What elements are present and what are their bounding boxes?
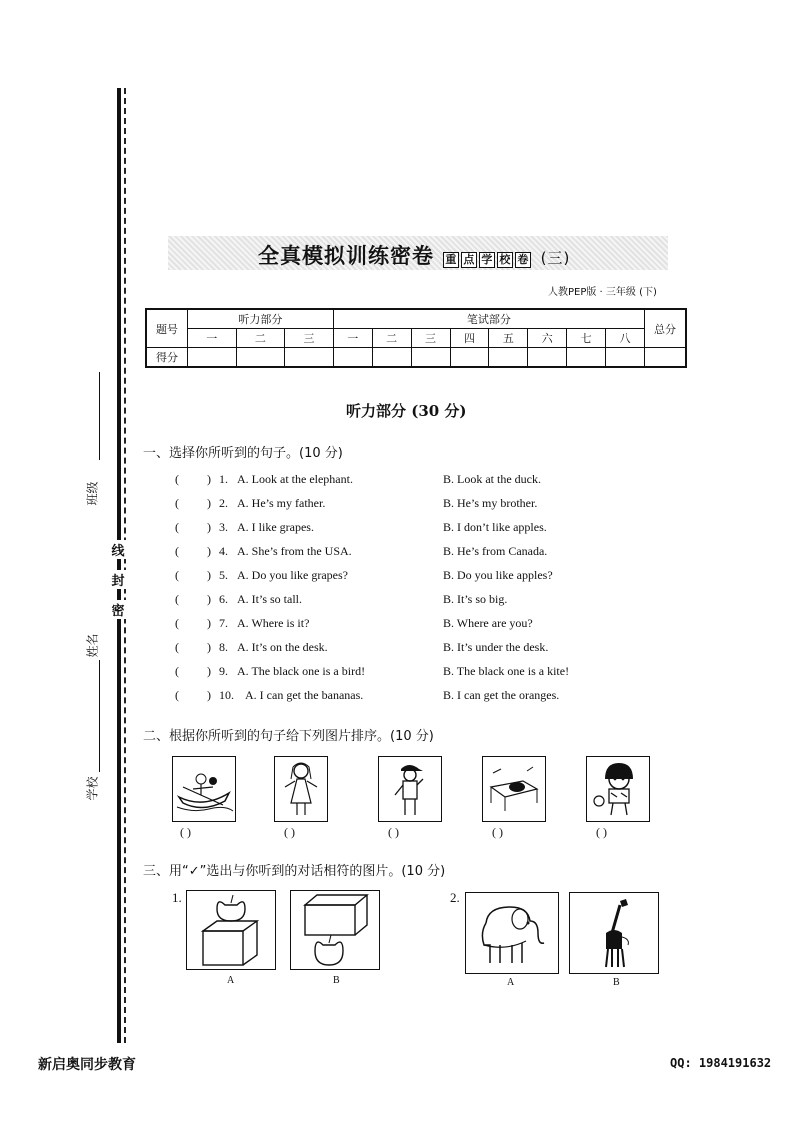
girl-standing-icon <box>275 757 327 821</box>
q2-picture-1 <box>172 756 236 822</box>
q1-option-b: B. It’s under the desk. <box>443 640 549 654</box>
q3-label-1b: B <box>333 975 340 986</box>
q1-option-a: A. It’s so tall. <box>237 592 302 606</box>
score-cell[interactable] <box>236 348 285 368</box>
q1-option-a: A. Look at the elephant. <box>237 472 353 486</box>
row-label-question: 题号 <box>146 309 188 348</box>
class-field-line[interactable] <box>99 372 100 460</box>
q1-option-b: B. It’s so big. <box>443 592 508 606</box>
q1-option-b: B. Where are you? <box>443 616 533 630</box>
q3-picture-1a[interactable] <box>186 890 276 970</box>
q1-item: ( ) 8. A. It’s on the desk. B. It’s under the desk. <box>175 640 549 654</box>
writing-col: 四 <box>450 329 489 348</box>
q1-option-a: A. Where is it? <box>237 616 310 630</box>
score-cell[interactable] <box>567 348 606 368</box>
giraffe-icon <box>570 893 658 973</box>
q3-picture-2a[interactable] <box>465 892 559 974</box>
seal-char-mi: 密 <box>107 600 129 619</box>
edition-label: 人教PEP版 · 三年级 (下) <box>548 287 657 298</box>
row-label-score: 得分 <box>146 348 188 368</box>
school-field-label: 学校 <box>85 776 100 801</box>
title-tag: 学 <box>481 253 494 266</box>
q1-item: ( ) 6. A. It’s so tall. B. It’s so big. <box>175 592 508 606</box>
total-header: 总分 <box>645 309 687 348</box>
writing-col: 八 <box>606 329 645 348</box>
q1-option-b: B. I can get the oranges. <box>443 688 560 702</box>
q1-item: ( ) 7. A. Where is it? B. Where are you? <box>175 616 533 630</box>
answer-blank[interactable]: ( ) <box>388 825 399 839</box>
q1-option-a: A. Do you like grapes? <box>237 568 348 582</box>
q1-item: ( ) 9. A. The black one is a bird! B. The black one is a kite! <box>175 664 570 678</box>
score-table <box>145 308 687 368</box>
girl-ball-icon <box>587 757 649 821</box>
q1-option-a: A. She’s from the USA. <box>237 544 352 558</box>
score-cell[interactable] <box>528 348 567 368</box>
writing-group-header: 笔试部分 <box>333 309 644 329</box>
q1-option-b: B. He’s from Canada. <box>443 544 548 558</box>
q2-heading: 二、根据你所听到的句子给下列图片排序。(10 分) <box>143 729 434 744</box>
q1-item-number: 8. <box>219 640 228 654</box>
q1-option-a: A. It’s on the desk. <box>237 640 328 654</box>
q3-heading: 三、用“✓”选出与你听到的对话相符的图片。(10 分) <box>143 864 446 879</box>
answer-blank[interactable]: ( ) <box>180 825 191 839</box>
q1-item-number: 1. <box>219 472 228 486</box>
q1-item-number: 9. <box>219 664 228 678</box>
q1-option-b: B. Look at the duck. <box>443 472 541 486</box>
boy-cap-icon <box>379 757 441 821</box>
elephant-icon <box>466 893 558 973</box>
q1-item-number: 6. <box>219 592 228 606</box>
q1-option-b: B. Do you like apples? <box>443 568 553 582</box>
score-cell[interactable] <box>450 348 489 368</box>
apple-on-box-icon <box>187 891 275 969</box>
score-cell[interactable] <box>188 348 237 368</box>
writing-col: 六 <box>528 329 567 348</box>
title-text: 全真模拟训练密卷 <box>258 244 434 268</box>
answer-blank[interactable]: ( ) <box>492 825 503 839</box>
answer-blank[interactable]: ( ) <box>284 825 295 839</box>
q1-option-a: A. I can get the bananas. <box>245 688 364 702</box>
writing-col: 二 <box>372 329 411 348</box>
class-field-label: 班级 <box>85 481 100 506</box>
listening-group-header: 听力部分 <box>188 309 334 329</box>
binding-dash-line <box>124 88 126 1043</box>
q1-option-a: A. He’s my father. <box>237 496 326 510</box>
q3-label-2b: B <box>613 977 620 988</box>
seal-char-xian: 线 <box>107 540 129 559</box>
listening-col: 三 <box>285 329 334 348</box>
title-suffix: (三) <box>540 249 571 267</box>
q3-picture-1b[interactable] <box>290 890 380 970</box>
q3-label-1a: A <box>227 975 235 986</box>
q3-label-2a: A <box>507 977 515 988</box>
binding-line <box>117 88 121 1043</box>
score-cell[interactable] <box>333 348 372 368</box>
seal-char-feng: 封 <box>107 570 129 589</box>
q1-item-number: 5. <box>219 568 228 582</box>
score-cell[interactable] <box>606 348 645 368</box>
q1-item-number: 4. <box>219 544 228 558</box>
cat-bed-icon <box>483 757 545 821</box>
writing-col: 七 <box>567 329 606 348</box>
writing-col: 一 <box>333 329 372 348</box>
name-field-label: 姓名 <box>85 633 100 658</box>
title-tag: 重 <box>445 253 458 266</box>
total-score-cell[interactable] <box>645 348 687 368</box>
q1-option-b: B. The black one is a kite! <box>443 664 570 678</box>
score-cell[interactable] <box>489 348 528 368</box>
boat-rowing-icon <box>173 757 235 821</box>
q1-item-number: 3. <box>219 520 228 534</box>
page-title <box>258 240 570 270</box>
q1-heading: 一、选择你所听到的句子。(10 分) <box>143 446 343 461</box>
q2-picture-3 <box>378 756 442 822</box>
q1-item: ( ) 1. A. Look at the elephant. B. Look at the duck. <box>175 472 541 486</box>
q3-group-1-number: 1. <box>172 890 182 905</box>
q1-option-b: B. I don’t like apples. <box>443 520 547 534</box>
score-cell[interactable] <box>411 348 450 368</box>
title-tag: 校 <box>499 253 512 266</box>
q1-item: ( ) 2. A. He’s my father. B. He’s my brother. <box>175 496 538 510</box>
footer-qq: QQ: 1984191632 <box>670 1056 772 1070</box>
q1-item: ( ) 5. A. Do you like grapes? B. Do you like apples? <box>175 568 553 582</box>
school-field-line[interactable] <box>99 732 100 772</box>
writing-col: 三 <box>411 329 450 348</box>
score-cell[interactable] <box>372 348 411 368</box>
q1-option-a: A. The black one is a bird! <box>237 664 366 678</box>
q1-item: ( ) 10. A. I can get the bananas. B. I can get the oranges. <box>175 688 560 702</box>
footer-brand: 新启奥同步教育 <box>38 1057 136 1073</box>
q2-picture-5 <box>586 756 650 822</box>
q1-item-number: 7. <box>219 616 228 630</box>
q1-option-a: A. I like grapes. <box>237 520 314 534</box>
score-cell[interactable] <box>285 348 334 368</box>
q1-option-b: B. He’s my brother. <box>443 496 538 510</box>
section-title: 听力部分 (30 分) <box>346 402 467 420</box>
q2-picture-4 <box>482 756 546 822</box>
answer-blank[interactable]: ( ) <box>596 825 607 839</box>
listening-col: 二 <box>236 329 285 348</box>
q1-item-number: 2. <box>219 496 228 510</box>
q3-picture-2b[interactable] <box>569 892 659 974</box>
q1-item: ( ) 4. A. She’s from the USA. B. He’s from Canada. <box>175 544 548 558</box>
q1-item: ( ) 3. A. I like grapes. B. I don’t like apples. <box>175 520 547 534</box>
q1-item-number: 10. <box>219 688 234 702</box>
q2-picture-2 <box>274 756 328 822</box>
q3-group-2-number: 2. <box>450 890 460 905</box>
listening-col: 一 <box>188 329 237 348</box>
apple-under-box-icon <box>291 891 379 969</box>
title-tag: 卷 <box>517 253 530 266</box>
title-tag: 点 <box>463 253 476 266</box>
writing-col: 五 <box>489 329 528 348</box>
